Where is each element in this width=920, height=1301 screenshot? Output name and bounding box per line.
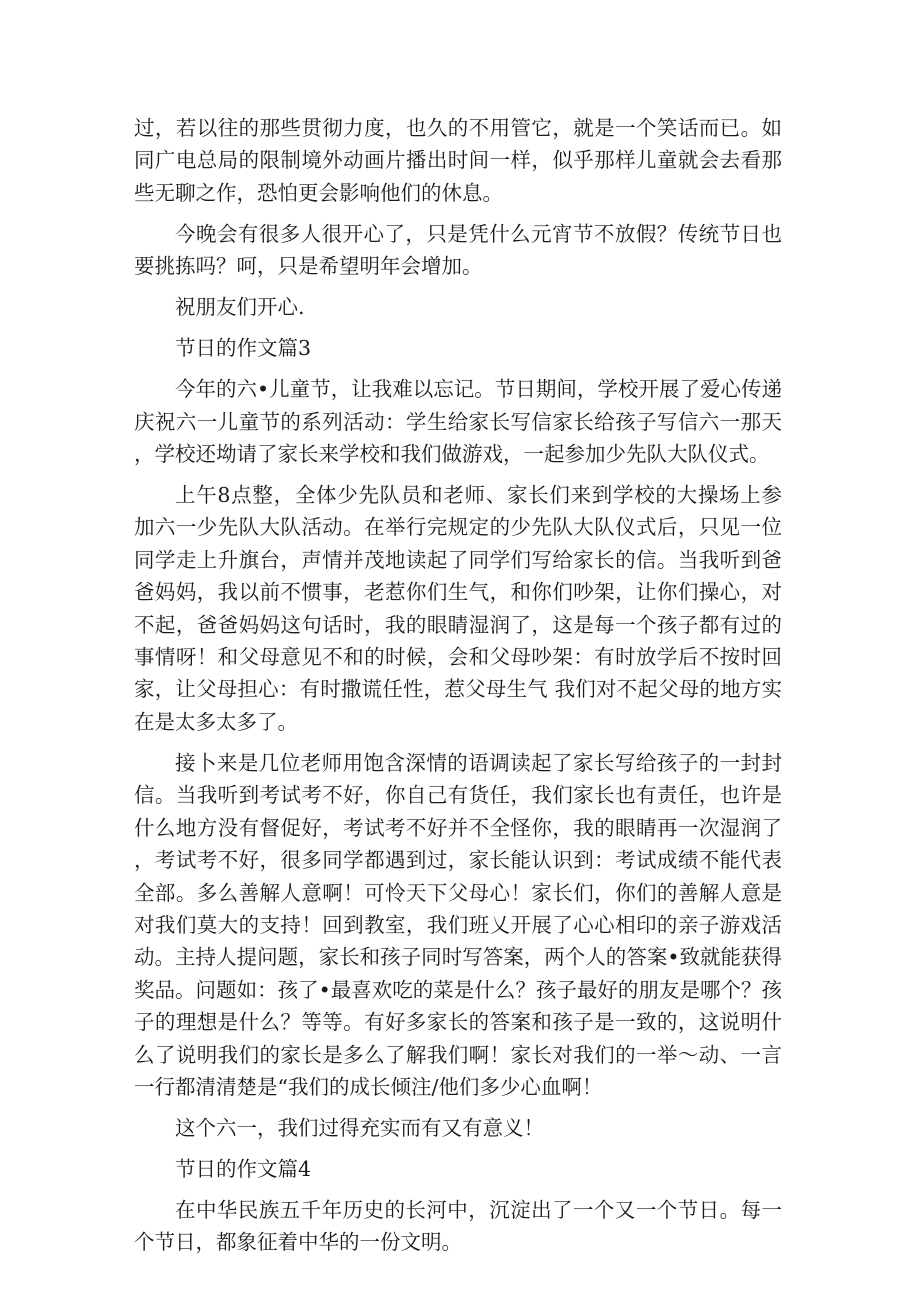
section-heading: 节日的作文篇3 [175, 336, 312, 361]
paragraph: 祝朋友们开心. [175, 295, 305, 320]
paragraph: 接卜来是几位老师用饱含深情的语调读起了家长写给孩子的一封封信。当我听到考试考不好，你自己有货任，我们家长也有责任，也许是什么地方没有督促好，考试考不好并不全怪你，我的眼睛再一次湿润了，考试考不好，很多同学都遇到过，家长能认识到：考试成绩不能代表全部。多么善解人意啊！可怜天下父母心！家长们，你们的善解人意是对我们莫大的支持！回到教室，我们班乂开展了心心相印的亲子游戏活动。主持人提问题，家长和孩子同时写答案，两个人的答案•致就能获得奖品。问题如：孩了•最喜欢吃的菜是什么？孩子最好的朋友是哪个？孩子的理想是什么？等等。有好多家长的答案和孩子是一致的，这说明什么了说明我们的家长是多么了解我们啊！家长对我们的一举〜动、一言一行都清清楚是“我们的成长倾注/他们多少心血啊！ [134, 750, 782, 1099]
paragraph: 上午8点整，全体少先队员和老师、家长们来到学校的大操场上参加六一少先队大队活动。在举行完规定的少先队大队仪式后，只见一位同学走上升旗台，声情并茂地读起了同学们写给家长的信。当我听到爸爸妈妈，我以前不惯事，老惹你们生气，和你们吵架，让你们操心，对不起，爸爸妈妈这句话时，我的眼睛湿润了，这是每一个孩子都有过的事情呀！和父母意见不和的时候，会和父母吵架：有时放学后不按时回家，让父母担心：有时撒谎任性，惹父母生气 我们对不起父母的地方实在是太多太多了。 [134, 483, 782, 734]
paragraph: 在中华民族五千年历史的长河中，沉淀出了一个又一个节日。每一个节日，都象征着中华的一份文明。 [134, 1197, 782, 1255]
paragraph: 这个六一，我们过得充实而有又有意义！ [175, 1115, 544, 1140]
section-heading: 节日的作文篇4 [175, 1156, 312, 1181]
paragraph: 今晚会有很多人很开心了，只是凭什么元宵节不放假？传统节日也要挑拣吗？呵，只是希望明年会增加。 [134, 221, 782, 279]
paragraph: 过，若以往的那些贯彻力度，也久的不用管它，就是一个笑话而已。如同广电总局的限制境外动画片播出时间一样，似乎那样儿童就会去看那些无聊之作，恐怕更会影响他们的休息。 [134, 116, 782, 205]
document-body [134, 112, 782, 1267]
paragraph: 今年的六•儿童节，让我难以忘记。节日期间，学校开展了爱心传递庆祝六一儿童节的系列活动：学生给家长写信家长给孩子写信六一那天，学校还坳请了家长来学校和我们做游戏，一起参加少先队大队仪式。 [134, 377, 782, 467]
